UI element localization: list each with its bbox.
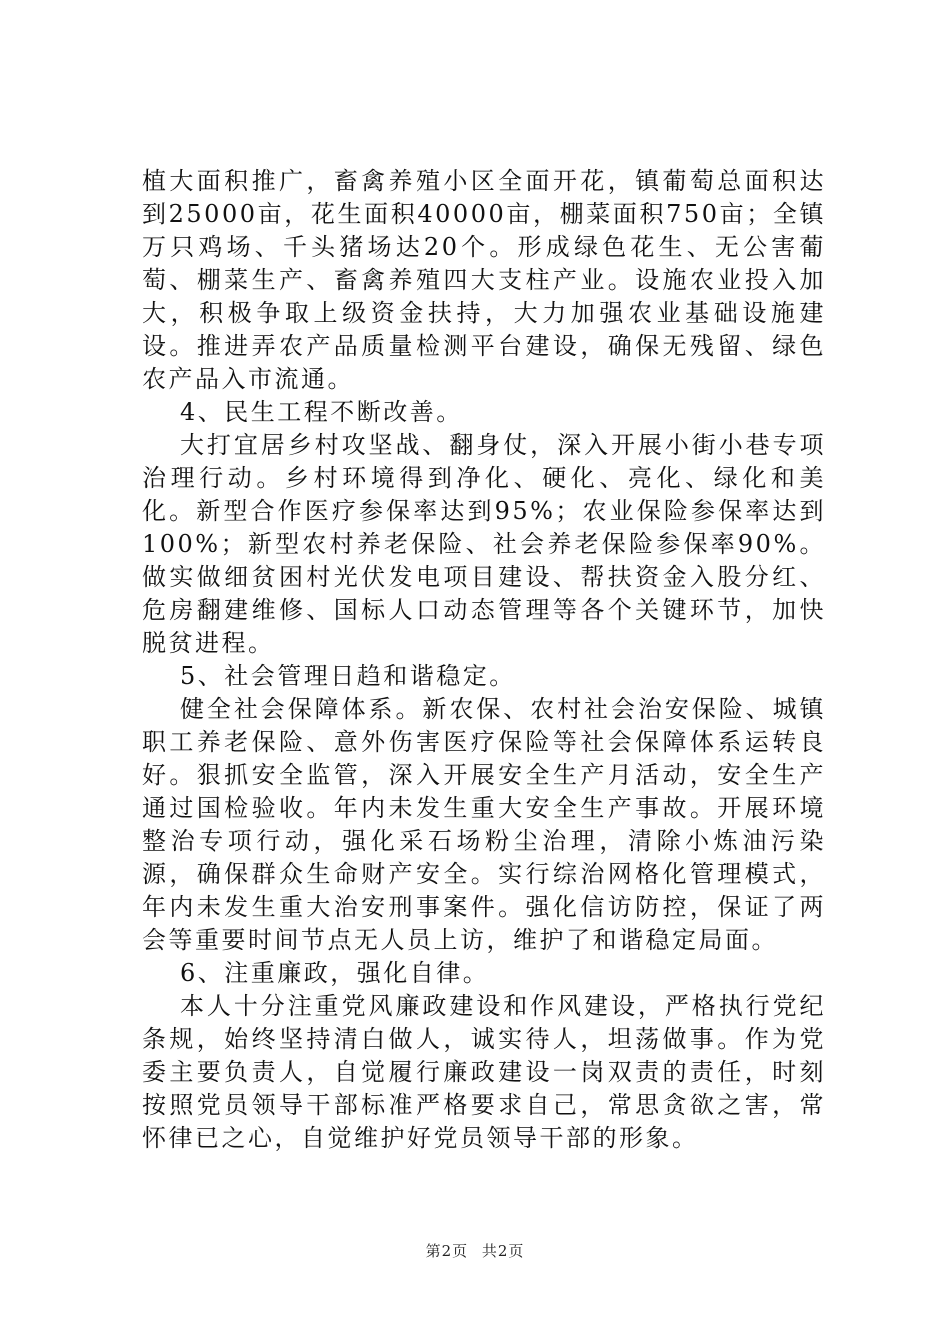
section-heading-integrity: 6、注重廉政，强化自律。 [180, 959, 490, 987]
paragraph-continuation: 植大面积推广，畜禽养殖小区全面开花，镇葡萄总面积达到25000亩，花生面积40000亩，棚菜面积750亩；全镇万只鸡场、千头猪场达20个。形成绿色花生、无公害葡萄、棚菜生产、畜禽养殖四大支柱产业。设施农业投入加大，积极争取上级资金扶持，大力加强农业基础设施建设。推进弄农产品质量检测平台建设，确保无残留、绿色农产品入市流通。 [142, 167, 826, 393]
page-total: 共2页 [481, 1242, 525, 1260]
section-heading-livelihood: 4、民生工程不断改善。 [180, 398, 463, 426]
paragraph-integrity: 本人十分注重党风廉政建设和作风建设，严格执行党纪条规，始终坚持清白做人，诚实待人，坦荡做事。作为党委主要负责人，自觉履行廉政建设一岗双责的责任，时刻按照党员领导干部标准严格要求自己，常思贪欲之害，常怀律已之心，自觉维护好党员领导干部的形象。 [142, 992, 826, 1152]
paragraph-livelihood: 大打宜居乡村攻坚战、翻身仗，深入开展小街小巷专项治理行动。乡村环境得到净化、硬化、亮化、绿化和美化。新型合作医疗参保率达到95%；农业保险参保率达到100%；新型农村养老保险、社会养老保险参保率90%。做实做细贫困村光伏发电项目建设、帮扶资金入股分红、危房翻建维修、国标人口动态管理等各个关键环节，加快脱贫进程。 [142, 431, 826, 657]
page-footer [0, 1240, 950, 1261]
document-body [142, 165, 826, 1155]
page-number: 第2页 [425, 1242, 469, 1260]
section-heading-social-management: 5、社会管理日趋和谐稳定。 [180, 662, 516, 690]
paragraph-social-management: 健全社会保障体系。新农保、农村社会治安保险、城镇职工养老保险、意外伤害医疗保险等社会保障体系运转良好。狠抓安全监管，深入开展安全生产月活动，安全生产通过国检验收。年内未发生重大安全生产事故。开展环境整治专项行动，强化采石场粉尘治理，清除小炼油污染源，确保群众生命财产安全。实行综治网格化管理模式，年内未发生重大治安刑事案件。强化信访防控，保证了两会等重要时间节点无人员上访，维护了和谐稳定局面。 [142, 695, 826, 954]
